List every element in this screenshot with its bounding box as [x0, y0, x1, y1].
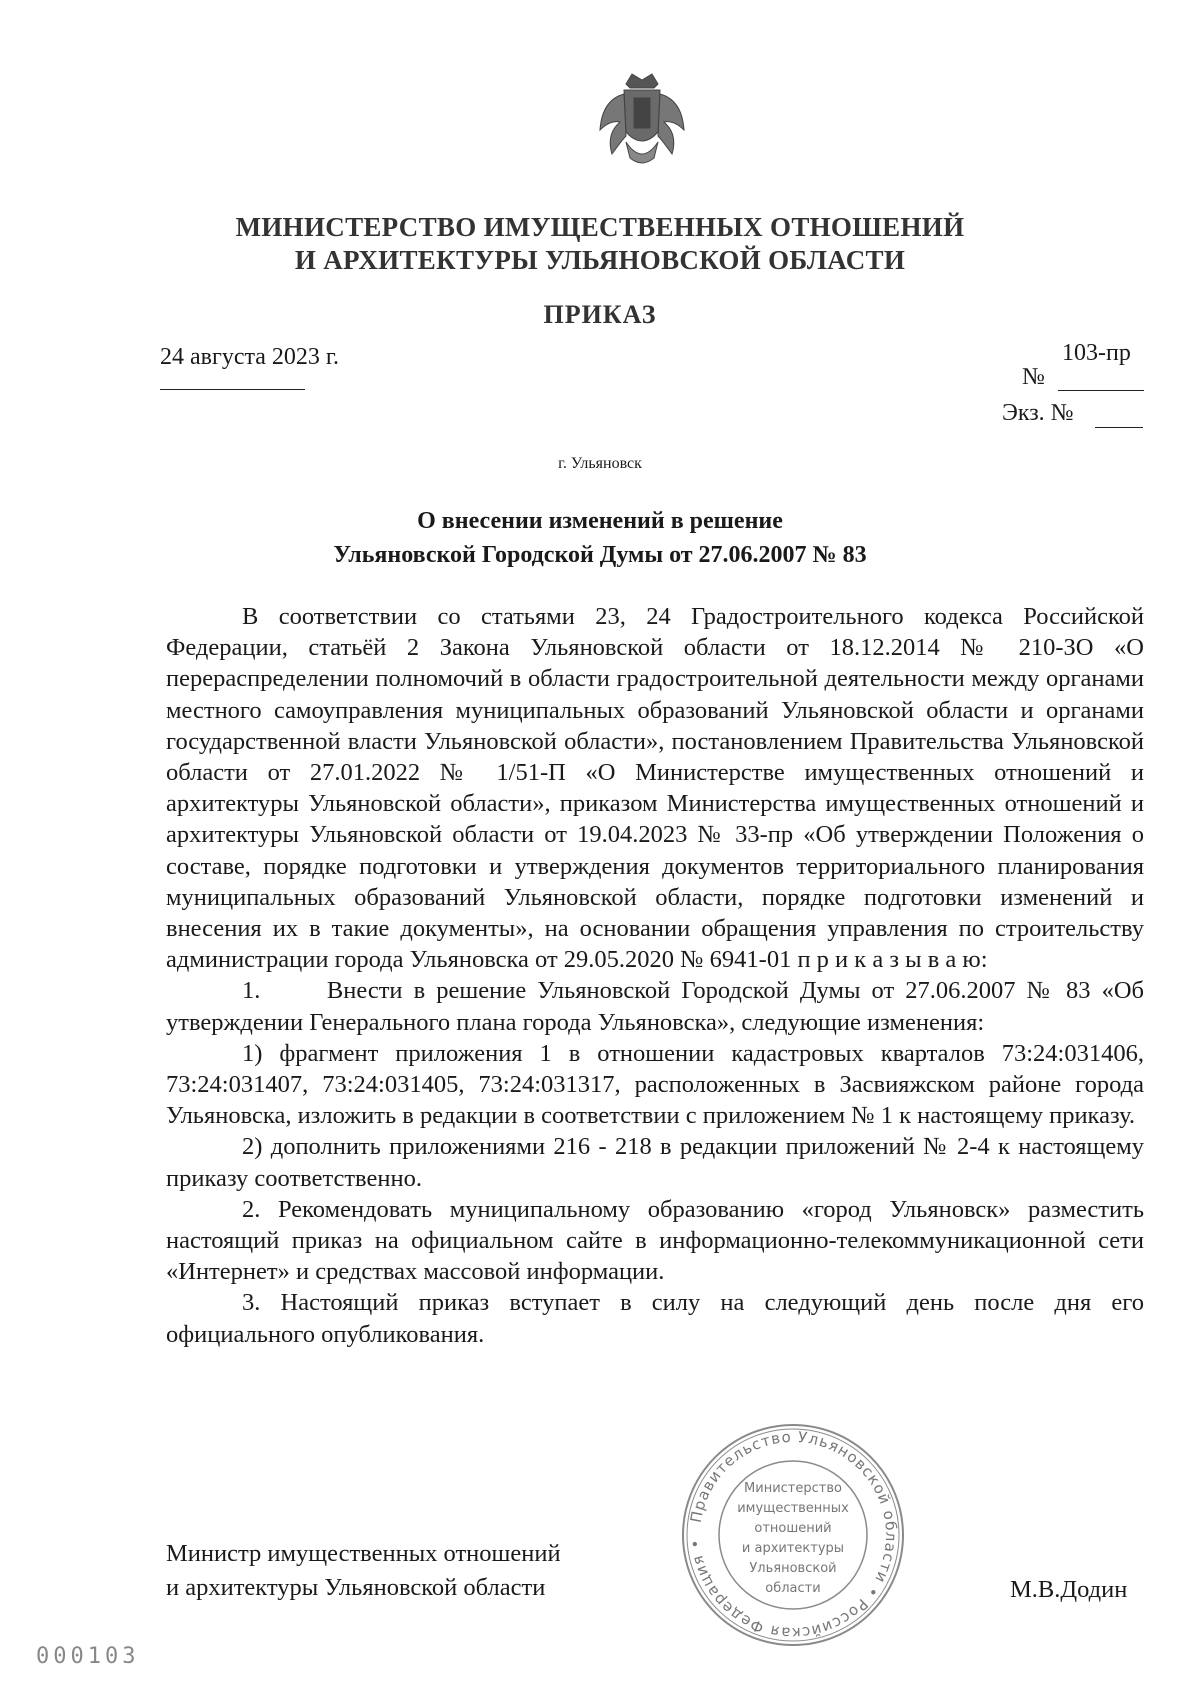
signatory-position-line-1: Министр имущественных отношений — [166, 1540, 561, 1567]
subject-line-1: О внесении изменений в решение — [417, 508, 783, 534]
order-body — [166, 601, 1151, 1350]
seal-center-line-3: отношений — [754, 1521, 832, 1536]
coat-of-arms-icon — [596, 70, 688, 170]
seal-center-line-1: Министерство — [744, 1481, 842, 1496]
copy-number-underline — [1095, 427, 1143, 428]
official-seal — [678, 1420, 908, 1650]
ministry-name-line-1: МИНИСТЕРСТВО ИМУЩЕСТВЕННЫХ ОТНОШЕНИЙ — [235, 212, 965, 242]
seal-center-line-2: имущественных — [737, 1501, 849, 1516]
sheet-number: 000103 — [36, 1644, 140, 1669]
seal-ring-text: Правительство Ульяновской области • Российская Федерация • — [685, 1427, 901, 1643]
seal-center-line-5: Ульяновской — [749, 1561, 837, 1576]
order-number: 103-пр — [1062, 340, 1131, 366]
clause-1-item-2: 2) дополнить приложениями 216 - 218 в редакции приложений № 2-4 к настоящему приказу соответственно. — [166, 1133, 1144, 1192]
document-type: ПРИКАЗ — [543, 300, 657, 329]
seal-center-line-6: области — [765, 1581, 821, 1596]
clause-1-item-1: 1) фрагмент приложения 1 в отношении кадастровых кварталов 73:24:031406, 73:24:031407, 73:24:031405, 73:24:031317, расположенных в Засвияжском районе города Ульяновска, изложить в редакции в соответствии с приложением № 1 к настоящему приказу. — [166, 1039, 1144, 1130]
city: г. Ульяновск — [558, 455, 642, 472]
copy-number-label: Экз. № — [1002, 400, 1074, 426]
subject-line-2: Ульяновской Городской Думы от 27.06.2007 № 83 — [333, 542, 867, 568]
clause-2: 2. Рекомендовать муниципальному образованию «город Ульяновск» разместить настоящий приказ на официальном сайте в информационно-телекоммуникационной сети «Интернет» и средствах массовой информации. — [166, 1195, 1144, 1286]
clause-1: 1. Внести в решение Ульяновской Городской Думы от 27.06.2007 № 83 «Об утверждении Генерального плана города Ульяновска», следующие изменения: — [166, 977, 1151, 1036]
seal-center-line-4: и архитектуры — [741, 1541, 845, 1556]
signatory-position-line-2: и архитектуры Ульяновской области — [166, 1574, 546, 1601]
order-number-label: № — [1022, 364, 1045, 390]
preamble-paragraph: В соответствии со статьями 23, 24 Градостроительного кодекса Российской Федерации, статьёй 2 Закона Ульяновской области от 18.12.2014 № 210-ЗО «О перераспределении полномочий в области градостроительной деятельности между органами местного самоуправления муниципальных образований Ульяновской области и органами государственной власти Ульяновской области», постановлением Правительства Ульяновской области от 27.01.2022 № 1/51-П «О Министерстве имущественных отношений и архитектуры Ульяновской области», приказом Министерства имущественных отношений и архитектуры Ульяновской области от 19.04.2023 № 33-пр «Об утверждении Положения о составе, порядке подготовки и утверждения документов территориального планирования муниципальных образований Ульяновской области, порядке подготовки изменений и внесения их в такие документы», на основании обращения управления по строительству администрации города Ульяновска от 29.05.2020 № 6941-01 п р и к а з ы в а ю: — [166, 603, 1144, 974]
number-underline — [1058, 390, 1144, 391]
signatory-name: М.В.Додин — [1010, 1576, 1128, 1603]
ministry-name-line-2: И АРХИТЕКТУРЫ УЛЬЯНОВСКОЙ ОБЛАСТИ — [294, 245, 906, 275]
date-underline — [160, 389, 305, 390]
order-date: 24 августа 2023 г. — [160, 344, 340, 370]
clause-3: 3. Настоящий приказ вступает в силу на следующий день после дня его официального опубликования. — [166, 1289, 1144, 1348]
